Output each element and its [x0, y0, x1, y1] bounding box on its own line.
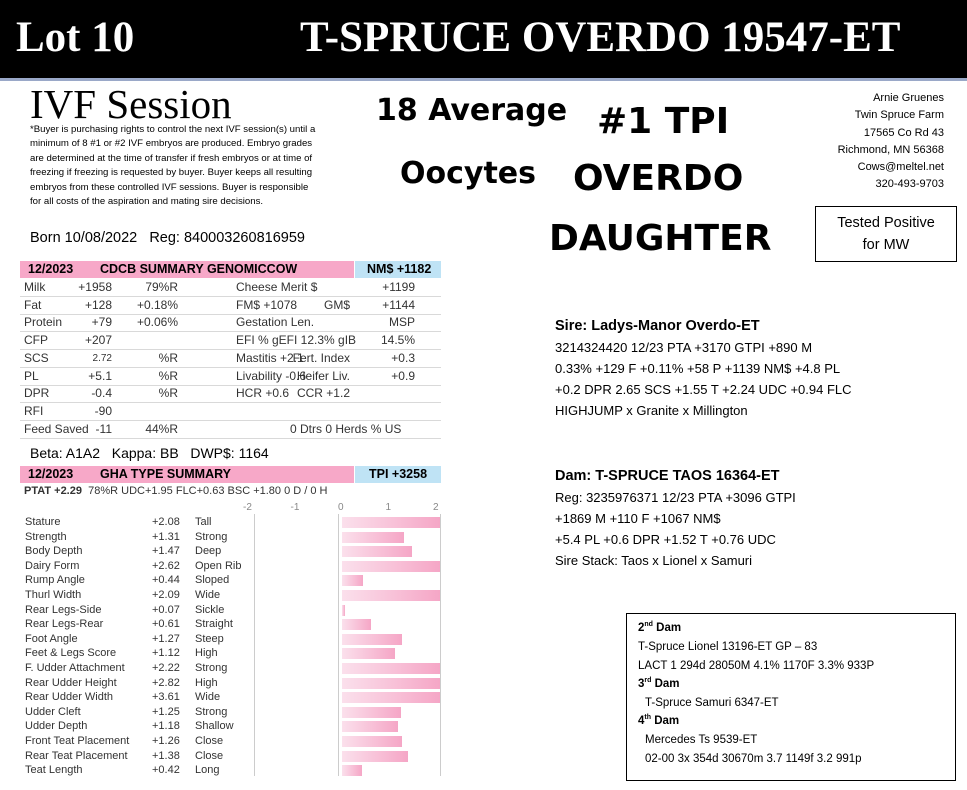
genomic-row [20, 350, 441, 368]
trait-name: Foot Angle [25, 632, 78, 645]
trait-descriptor: Steep [195, 632, 224, 645]
genomic-cell: Fert. Index [292, 350, 350, 365]
trait-bar [342, 561, 440, 572]
ptat-line [24, 485, 327, 497]
trait-bar [342, 590, 440, 601]
genomic-cell: Livability -0.6 [236, 368, 307, 383]
trait-value: +2.22 [152, 662, 180, 674]
trait-name: Udder Depth [25, 720, 88, 733]
trait-name: Stature [25, 516, 61, 528]
type-title: GHA TYPE SUMMARY [100, 467, 232, 481]
genomic-cell: Protein [24, 315, 63, 330]
nm-badge [355, 261, 441, 278]
genomic-cell: +5.1 [88, 368, 112, 383]
sire-line: +0.2 DPR 2.65 SCS +1.55 T +2.24 UDC +0.94 FLC [555, 382, 852, 397]
genomic-date: 12/2023 [28, 262, 74, 276]
mw-line1: Tested Positive [837, 215, 935, 231]
trait-value: +1.31 [152, 530, 180, 543]
trait-descriptor: Long [195, 764, 220, 777]
genomic-cell: HCR +0.6 [236, 386, 290, 401]
mw-status-box [815, 206, 957, 262]
second-dam-record: LACT 1 294d 28050M 4.1% 1170F 3.3% 933P [638, 660, 875, 672]
trait-name: F. Udder Attachment [25, 662, 125, 674]
trait-descriptor: Strong [195, 662, 228, 674]
trait-name: Strength [25, 530, 67, 543]
scale-tick-label: -1 [290, 502, 300, 513]
contact-city: Richmond, MN 56368 [837, 143, 944, 156]
dam-line: Sire Stack: Taos x Lionel x Samuri [555, 553, 753, 568]
fourth-dam-name: Mercedes Ts 9539-ET [645, 734, 758, 746]
trait-value: +0.07 [152, 603, 180, 616]
trait-descriptor: Close [195, 749, 224, 762]
second-dam-name: T-Spruce Lionel 13196-ET GP – 83 [638, 641, 818, 653]
genomic-cell: CCR +1.2 [296, 386, 350, 401]
trait-name: Body Depth [25, 545, 83, 558]
genomic-row [20, 332, 441, 350]
second-dam-label: 2nd Dam [638, 621, 682, 634]
scale-tick-label: -2 [243, 502, 252, 513]
trait-descriptor: High [195, 647, 218, 660]
trait-descriptor: Sloped [195, 574, 230, 587]
contact-phone: 320-493-9703 [875, 178, 944, 191]
trait-name: Thurl Width [25, 589, 82, 601]
tpi-badge [355, 466, 441, 483]
trait-bar [342, 634, 402, 645]
contact-name: Arnie Gruenes [873, 92, 944, 104]
trait-row [20, 588, 441, 603]
genomic-cell: +1144 [382, 297, 415, 312]
genomic-cell: EFI % gEFI 12.3% gIB [236, 333, 357, 348]
trait-bar [342, 663, 440, 674]
genomic-cell: +0.9 [391, 368, 415, 383]
trait-value: +0.61 [152, 618, 180, 631]
trait-row [20, 530, 441, 545]
trait-bar [342, 765, 362, 776]
genomic-cell: +0.06% [136, 315, 178, 330]
trait-name: Feet & Legs Score [25, 647, 117, 660]
trait-value: +1.25 [152, 705, 180, 718]
genomic-cell: RFI [24, 403, 44, 418]
trait-name: Front Teat Placement [25, 735, 130, 747]
avg-line2: Oocytes [400, 156, 536, 191]
trait-descriptor: Close [195, 735, 224, 747]
genomic-cell: -11 [95, 421, 112, 436]
contact-address: 17565 Co Rd 43 [863, 126, 944, 139]
trait-value: +3.61 [152, 691, 180, 704]
trait-descriptor: High [195, 676, 218, 689]
avg-line1: 18 Average [376, 93, 568, 128]
birth-reg-line [30, 230, 305, 246]
trait-bar [342, 692, 440, 703]
genomic-row [20, 314, 441, 332]
trait-bar [342, 648, 395, 659]
genomic-cell: +128 [84, 297, 112, 312]
genomic-cell: Heifer Liv. [296, 368, 350, 383]
genomic-cell: Mastitis +2.1 [236, 350, 304, 365]
kappa-casein: Kappa: BB [111, 445, 179, 461]
genomic-cell: -0.4 [91, 386, 112, 401]
sire-line: 3214324420 12/23 PTA +3170 GTPI +890 M [555, 340, 813, 355]
trait-value: +0.42 [152, 764, 180, 777]
genomic-cell: Milk [24, 280, 46, 294]
genomic-cell: 0 Dtrs 0 Herds % US [290, 421, 402, 436]
trait-row [20, 573, 441, 588]
trait-name: Teat Length [25, 764, 83, 777]
genomic-cell: Gestation Len. [236, 315, 315, 330]
fourth-dam-label: 4th Dam [638, 714, 680, 727]
scale-tick-label: 0 [338, 502, 344, 513]
trait-name: Rear Teat Placement [25, 749, 128, 762]
trait-name: Rear Legs-Rear [25, 618, 104, 631]
genomic-cell: Feed Saved [24, 421, 89, 436]
genomic-row [20, 297, 441, 315]
trait-bar [342, 532, 404, 543]
trait-value: +2.09 [152, 589, 180, 601]
dam-title: Dam: T-SPRUCE TAOS 16364-ET [555, 468, 780, 484]
third-dam-label: 3rd Dam [638, 677, 680, 690]
registration: Reg: 840003260816959 [149, 230, 305, 246]
trait-bar [342, 517, 440, 528]
beta-casein: Beta: A1A2 [30, 445, 101, 461]
trait-value: +2.08 [152, 516, 180, 528]
trait-bar [342, 605, 345, 616]
trait-value: +1.12 [152, 647, 180, 660]
sire-title: Sire: Ladys-Manor Overdo-ET [555, 318, 760, 334]
trait-name: Rear Udder Width [25, 691, 114, 704]
dam-line: +1869 M +110 F +1067 NM$ [555, 511, 721, 526]
trait-bar [342, 619, 371, 630]
trait-row [20, 763, 441, 778]
contact-block [838, 90, 944, 194]
trait-value: +1.26 [152, 735, 180, 747]
genomic-cell: +79 [91, 315, 112, 330]
genomic-row [20, 368, 441, 386]
trait-row [20, 719, 441, 734]
scale-tick-label: 1 [385, 502, 392, 513]
ptat-details: 78%R UDC+1.95 FLC+0.63 BSC +1.80 0 D / 0 H [88, 485, 328, 497]
fourth-dam-record: 02-00 3x 354d 30670m 3.7 1149f 3.2 991p [645, 753, 862, 765]
trait-bar [342, 721, 398, 732]
trait-descriptor: Shallow [195, 720, 234, 733]
trait-name: Rear Legs-Side [25, 603, 102, 616]
genomic-row [20, 279, 441, 297]
trait-bar [342, 678, 440, 689]
trait-row [20, 661, 441, 676]
trait-value: +1.38 [152, 749, 180, 762]
trait-name: Udder Cleft [25, 705, 81, 718]
trait-value: +1.18 [152, 720, 180, 733]
tpi-line2: OVERDO [573, 158, 744, 199]
trait-descriptor: Straight [195, 618, 233, 631]
trait-bar [342, 575, 363, 586]
trait-bar [342, 751, 408, 762]
genomic-cell: +0.18% [136, 297, 178, 312]
genomic-title: CDCB SUMMARY GENOMICCOW [100, 262, 298, 276]
trait-name: Rear Udder Height [25, 676, 117, 689]
trait-row [20, 734, 441, 749]
trait-name: Dairy Form [25, 559, 80, 572]
trait-row [20, 544, 441, 559]
ivf-note: *Buyer is purchasing rights to control the next IVF session(s) until a minimum of 8 #1 or #2 IVF embryos are produced. Embryo grades are determined at the time of transfer if fresh embryos or at time of freezing if freezing is requested by buyer. Buyer keeps all resulting embryos from these controlled IVF sessions. Buyer is responsible for all costs of the aspiration and mating sire decisions. [30, 124, 316, 208]
trait-descriptor: Wide [195, 589, 221, 601]
dam-line: +5.4 PL +0.6 DPR +1.52 T +0.76 UDC [555, 532, 776, 547]
type-header [20, 466, 354, 483]
beta-kappa-line [30, 445, 269, 461]
genomic-cell: 2.72 [92, 352, 112, 364]
nm-value: NM$ +1182 [367, 262, 432, 276]
trait-name: Rump Angle [25, 574, 85, 587]
trait-descriptor: Strong [195, 705, 228, 718]
trait-row [20, 617, 441, 632]
sire-line: 0.33% +129 F +0.11% +58 P +1139 NM$ +4.8 PL [555, 361, 841, 376]
genomic-cell: GM$ [323, 297, 350, 312]
trait-bar [342, 736, 402, 747]
trait-row [20, 690, 441, 705]
genomic-row [20, 385, 441, 403]
lot-number: Lot 10 [16, 14, 135, 61]
scale-tick-label: 2 [433, 502, 439, 513]
genomic-cell: +1199 [382, 280, 415, 294]
trait-descriptor: Open Rib [195, 559, 242, 572]
trait-row [20, 676, 441, 691]
genomic-cell: 44%R [145, 421, 178, 436]
dwp-value: DWP$: 1164 [190, 445, 269, 461]
trait-value: +0.44 [152, 574, 180, 587]
tpi-value: TPI +3258 [369, 467, 428, 481]
ivf-title: IVF Session [30, 81, 232, 127]
genomic-cell: DPR [24, 386, 50, 401]
genomic-cell: PL [24, 368, 39, 383]
trait-row [20, 632, 441, 647]
trait-bar [342, 707, 401, 718]
trait-row [20, 515, 441, 530]
genomic-cell: %R [158, 368, 178, 383]
genomic-cell: SCS [24, 350, 49, 365]
dams-box [626, 613, 956, 781]
genomic-cell: FM$ +1078 [236, 297, 298, 312]
genomic-cell: Fat [24, 297, 42, 312]
tpi-line3: DAUGHTER [549, 218, 772, 259]
trait-row [20, 705, 441, 720]
dam-line: Reg: 3235976371 12/23 PTA +3096 GTPI [555, 490, 796, 505]
third-dam-name: T-Spruce Samuri 6347-ET [645, 697, 779, 709]
genomic-cell: -90 [94, 403, 112, 418]
trait-descriptor: Wide [195, 691, 221, 704]
genomic-row [20, 421, 441, 439]
tpi-line1: #1 TPI [597, 101, 730, 142]
trait-row [20, 646, 441, 661]
genomic-cell: +0.3 [391, 350, 415, 365]
bull-name: T-SPRUCE OVERDO 19547-ET [300, 14, 901, 61]
trait-value: +1.27 [152, 632, 180, 645]
trait-descriptor: Strong [195, 530, 228, 543]
genomic-header [20, 261, 354, 278]
genomic-row [20, 403, 441, 421]
trait-descriptor: Tall [195, 516, 212, 528]
trait-descriptor: Sickle [195, 603, 225, 616]
contact-farm: Twin Spruce Farm [854, 109, 944, 122]
trait-bar [342, 546, 412, 557]
genomic-cell: %R [158, 386, 178, 401]
dam-section [555, 468, 796, 571]
trait-row [20, 559, 441, 574]
type-date: 12/2023 [28, 467, 74, 481]
genomic-cell: %R [158, 350, 178, 365]
trait-descriptor: Deep [195, 545, 222, 558]
genomic-cell: 14.5% [380, 333, 415, 348]
genomic-cell: Cheese Merit $ [236, 280, 318, 294]
trait-value: +2.82 [152, 676, 180, 689]
genomic-cell: +207 [84, 333, 112, 348]
trait-value: +2.62 [152, 559, 180, 572]
genomic-cell: CFP [24, 333, 48, 348]
trait-row [20, 603, 441, 618]
trait-value: +1.47 [152, 545, 180, 558]
sire-section [555, 318, 852, 421]
sire-line: HIGHJUMP x Granite x Millington [555, 403, 748, 418]
contact-email: Cows@meltel.net [857, 161, 944, 174]
trait-row [20, 749, 441, 764]
born-date: Born 10/08/2022 [30, 230, 138, 246]
genomic-cell: 79%R [145, 280, 178, 294]
mw-line2: for MW [862, 237, 910, 253]
genomic-cell: MSP [388, 315, 415, 330]
ptat-value: PTAT +2.29 [24, 485, 82, 497]
genomic-cell: +1958 [78, 280, 112, 294]
